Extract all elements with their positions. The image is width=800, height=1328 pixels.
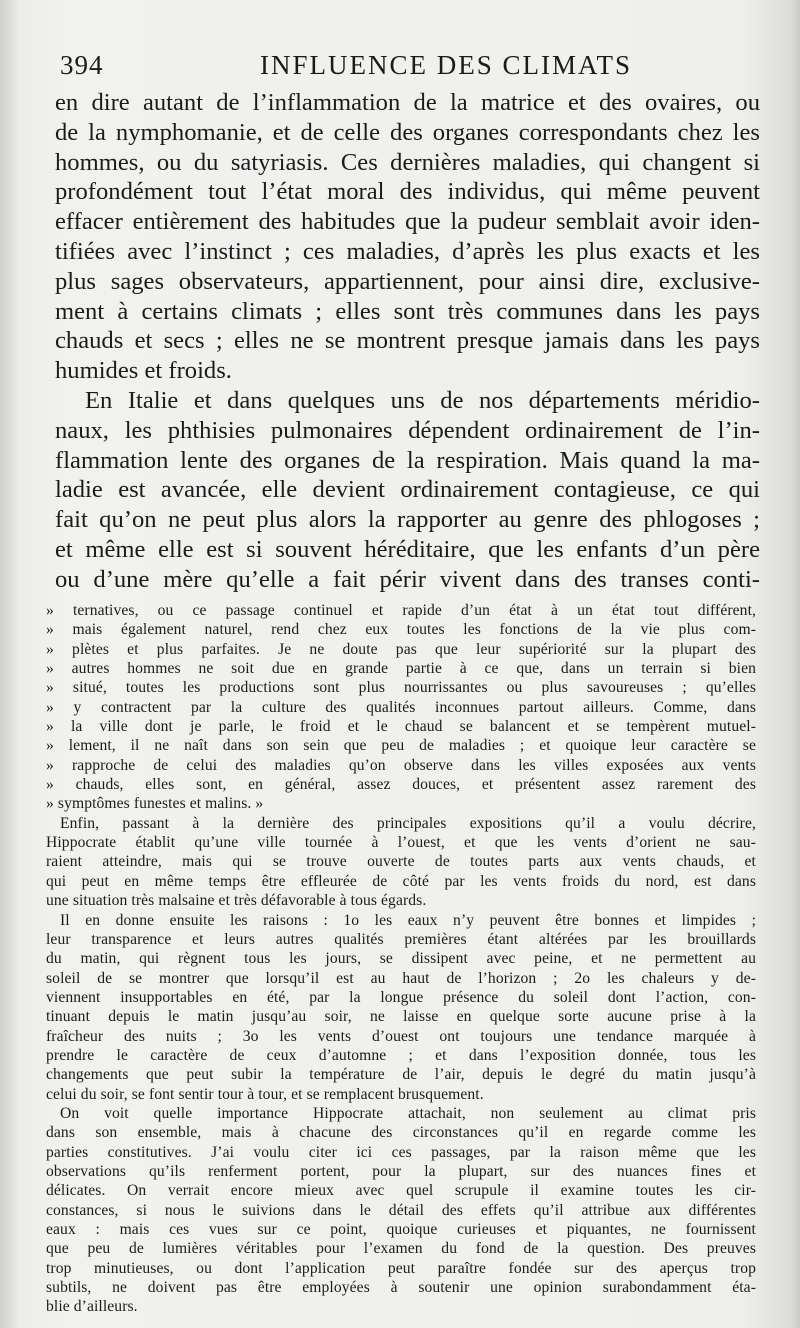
- paragraph-1: [55, 88, 760, 386]
- footnote-line: » lement, il ne naît dans son sein que peu de maladies ; et quoique leur caractère se: [46, 737, 756, 755]
- footnote-paragraph-1: [46, 814, 756, 911]
- text-line: de la nymphomanie, et de celle des organes correspondants chez les: [55, 118, 760, 146]
- text-line: fait qu’on ne peut plus alors la rapporter au genre des phlogoses ;: [55, 506, 760, 534]
- footnote-line: » la ville dont je parle, le froid et le chaud se balancent et se tempèrent mutuel-: [46, 718, 756, 736]
- page-number: 394: [60, 50, 104, 80]
- footnote-line: » ternatives, ou ce passage continuel et rapide d’un état à un état tout différent,: [46, 602, 756, 619]
- footnote-line: parties constitutives. J’ai voulu citer ici ces passages, par la raison même que les: [46, 1143, 756, 1161]
- footnote-line: On voit quelle importance Hippocrate attachait, non seulement au climat pris: [60, 1104, 756, 1122]
- text-line: ment à certains climats ; elles sont très communes dans les pays: [55, 297, 760, 325]
- footnote-line: raient atteindre, mais qui se trouve ouverte de toutes parts aux vents chauds, et: [46, 853, 756, 871]
- footnote-line: Enfin, passant à la dernière des principales expositions qu’il a voulu décrire,: [60, 814, 756, 832]
- text-line: naux, les phthisies pulmonaires dépendent ordinairement de l’in-: [55, 416, 760, 444]
- footnote-line: changements que peut subir la température de l’air, depuis le degré du matin jusqu’à: [46, 1066, 756, 1084]
- text-line: plus sages observateurs, appartiennent, pour ainsi dire, exclusive-: [55, 267, 760, 295]
- footnote-line: que peu de lumières véritables pour l’examen du fond de la question. Des preuves: [46, 1240, 756, 1258]
- footnote-line: délicates. On verrait encore mieux avec quel scrupule il examine toutes les cir-: [46, 1182, 756, 1200]
- footnote-line: eaux : mais ces vues sur ce point, quoique curieuses et piquantes, ne fournissent: [46, 1221, 756, 1238]
- page-header: [60, 50, 760, 86]
- text-line: hommes, ou du satyriasis. Ces dernières maladies, qui changent si: [55, 148, 760, 176]
- footnote-line: » y contractent par la culture des qualités inconnues partout ailleurs. Comme, dans: [46, 698, 756, 716]
- text-line: effacer entièrement des habitudes que la pudeur semblait avoir iden-: [55, 208, 760, 236]
- footnote-line: Hippocrate établit qu’une ville tournée à l’ouest, et que les vents d’orient ne sau-: [46, 834, 756, 852]
- paragraph-2: [55, 386, 760, 595]
- footnote-line: leur transparence et leurs autres qualités premières étant altérées par les brouillards: [46, 930, 756, 948]
- footnote-line: tinuant depuis le matin jusqu’au soir, ne laisse en quelque sorte aucune prise à la: [46, 1008, 756, 1026]
- footnote-line: » symptômes funestes et malins. »: [46, 795, 264, 813]
- running-title: INFLUENCE DES CLIMATS: [260, 50, 633, 80]
- footnotes: [46, 601, 756, 1317]
- main-text: [55, 88, 760, 595]
- footnote-line: du matin, qui règnent tous les jours, se dissipent avec peine, et ne permettent au: [46, 950, 756, 968]
- footnote-line: constances, si nous le suivions dans le détail des effets qu’il attribue aux différentes: [46, 1201, 756, 1219]
- text-line: flammation lente des organes de la respiration. Mais quand la ma-: [55, 446, 760, 474]
- footnote-line: blie d’ailleurs.: [46, 1298, 138, 1316]
- footnote-line: prendre le caractère de ceux d’automne ; et dans l’exposition donnée, tous les: [46, 1046, 756, 1064]
- text-line: en dire autant de l’inflammation de la matrice et des ovaires, ou: [55, 89, 760, 116]
- footnote-line: qui peut en même temps être effleurée de côté par les vents froids du nord, est dans: [46, 872, 756, 890]
- footnote-line: » autres hommes ne soit due en grande partie à ce que, dans un terrain si bien: [46, 660, 756, 678]
- footnote-line: observations qu’ils renferment portent, pour la plupart, sur des nuances fines et: [46, 1162, 756, 1180]
- footnote-line: » rapproche de celui des maladies qu’on observe dans les villes exposées aux vents: [46, 756, 756, 774]
- text-line: et même elle est si souvent héréditaire, que les enfants d’un père: [55, 535, 760, 563]
- footnote-line: trop minutieuses, ou dont l’application peut paraître fondée sur des aperçus trop: [46, 1259, 756, 1277]
- footnote-line: viennent insupportables en été, par la longue présence du soleil dont l’action, con-: [46, 988, 756, 1006]
- footnote-paragraph-3: [46, 1104, 756, 1317]
- text-line: En Italie et dans quelques uns de nos départements méridio-: [85, 386, 760, 414]
- footnote-paragraph-2: [46, 911, 756, 1104]
- text-line: tifiées avec l’instinct ; ces maladies, d’après les plus exacts et les: [55, 237, 760, 265]
- footnote-line: » chauds, elles sont, en général, assez douces, et présentent assez rarement des: [46, 776, 756, 794]
- footnote-quote: [46, 601, 756, 814]
- text-line: profondément tout l’état moral des individus, qui même peuvent: [55, 178, 760, 206]
- footnote-line: » situé, toutes les productions sont plus nourrissantes ou plus savoureuses ; qu’elles: [46, 679, 756, 697]
- footnote-line: Il en donne ensuite les raisons : 1o les eaux n’y peuvent être bonnes et limpides ;: [60, 911, 756, 929]
- footnote-line: celui du soir, se font sentir tour à tour, et se remplacent brusquement.: [46, 1085, 484, 1103]
- footnote-line: une situation très malsaine et très défavorable à tous égards.: [46, 892, 427, 910]
- footnote-line: dans son ensemble, mais à chacune des circonstances qu’il en regarde comme les: [46, 1124, 756, 1142]
- footnote-line: fraîcheur des nuits ; 3o les vents d’ouest ont toujours une tendance marquée à: [46, 1027, 756, 1045]
- footnote-line: » mais également naturel, rend chez eux toutes les fonctions de la vie plus com-: [46, 621, 756, 639]
- footnote-line: subtils, ne doivent pas être employées à soutenir une opinion surabondamment éta-: [46, 1279, 756, 1297]
- text-line: ladie est avancée, elle devient ordinairement contagieuse, ce qui: [55, 476, 760, 504]
- text-line: ou d’une mère qu’elle a fait périr vivent dans des transes conti-: [55, 565, 760, 593]
- text-line: humides et froids.: [55, 357, 232, 385]
- footnote-line: soleil de se montrer que lorsqu’il est au haut de l’horizon ; 2o les chaleurs y de-: [46, 969, 756, 987]
- text-line: chauds et secs ; elles ne se montrent presque jamais dans les pays: [55, 327, 760, 355]
- footnote-line: » plètes et plus parfaites. Je ne doute pas que leur supériorité sur la plupart des: [46, 640, 756, 658]
